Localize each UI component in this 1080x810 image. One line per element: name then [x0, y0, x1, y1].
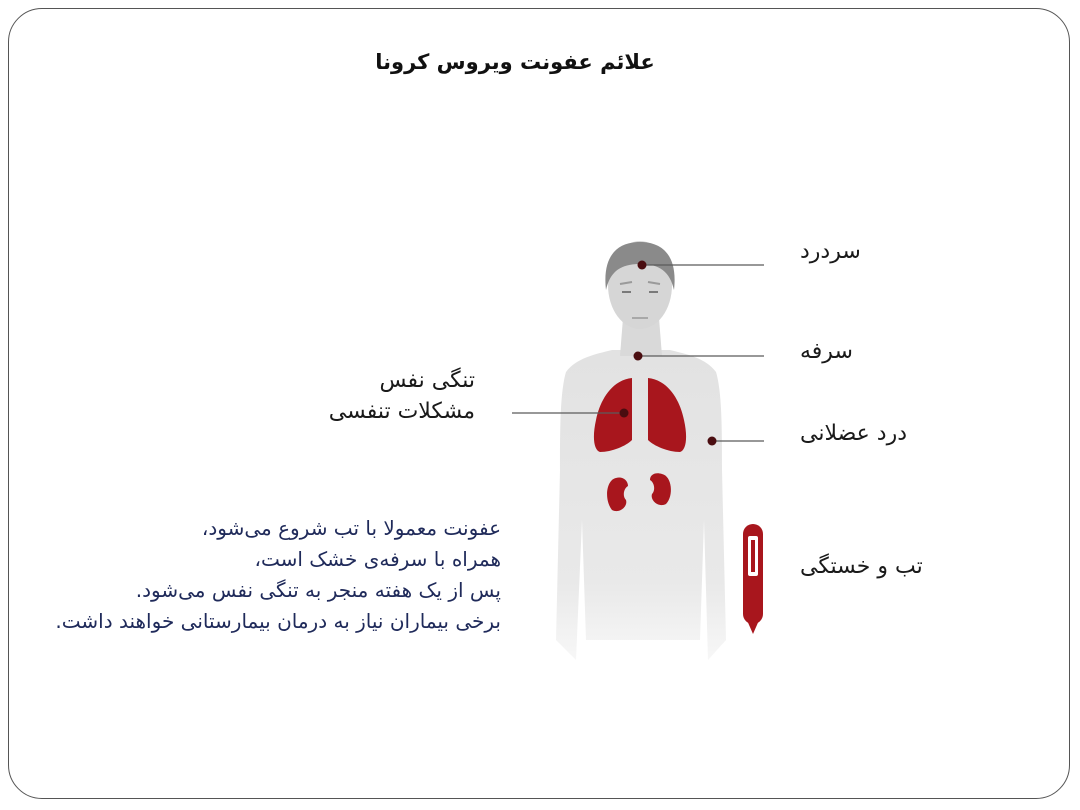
description-line: همراه با سرفه‌ی خشک است، [254, 547, 501, 571]
description-line: پس از یک هفته منجر به تنگی نفس می‌شود. [135, 578, 501, 602]
label-cough: سرفه [800, 339, 853, 364]
description-line: برخی بیماران نیاز به درمان بیمارستانی خواهند داشت. [55, 609, 501, 633]
label-muscle-pain: درد عضلانی [800, 421, 908, 446]
label-headache: سردرد [800, 239, 861, 264]
page-title: علائم عفونت ویروس کرونا [375, 50, 655, 74]
description-line: عفونت معمولا با تب شروع می‌شود، [201, 516, 501, 540]
description-text [38, 513, 501, 637]
thermometer-icon [743, 524, 763, 634]
label-breathing [329, 365, 475, 427]
label-fever-fatigue: تب و خستگی [800, 554, 923, 579]
label-breathing-problems: مشکلات تنفسی [328, 399, 475, 424]
label-shortness-of-breath: تنگی نفس [379, 368, 475, 393]
torso-shape [556, 350, 726, 660]
